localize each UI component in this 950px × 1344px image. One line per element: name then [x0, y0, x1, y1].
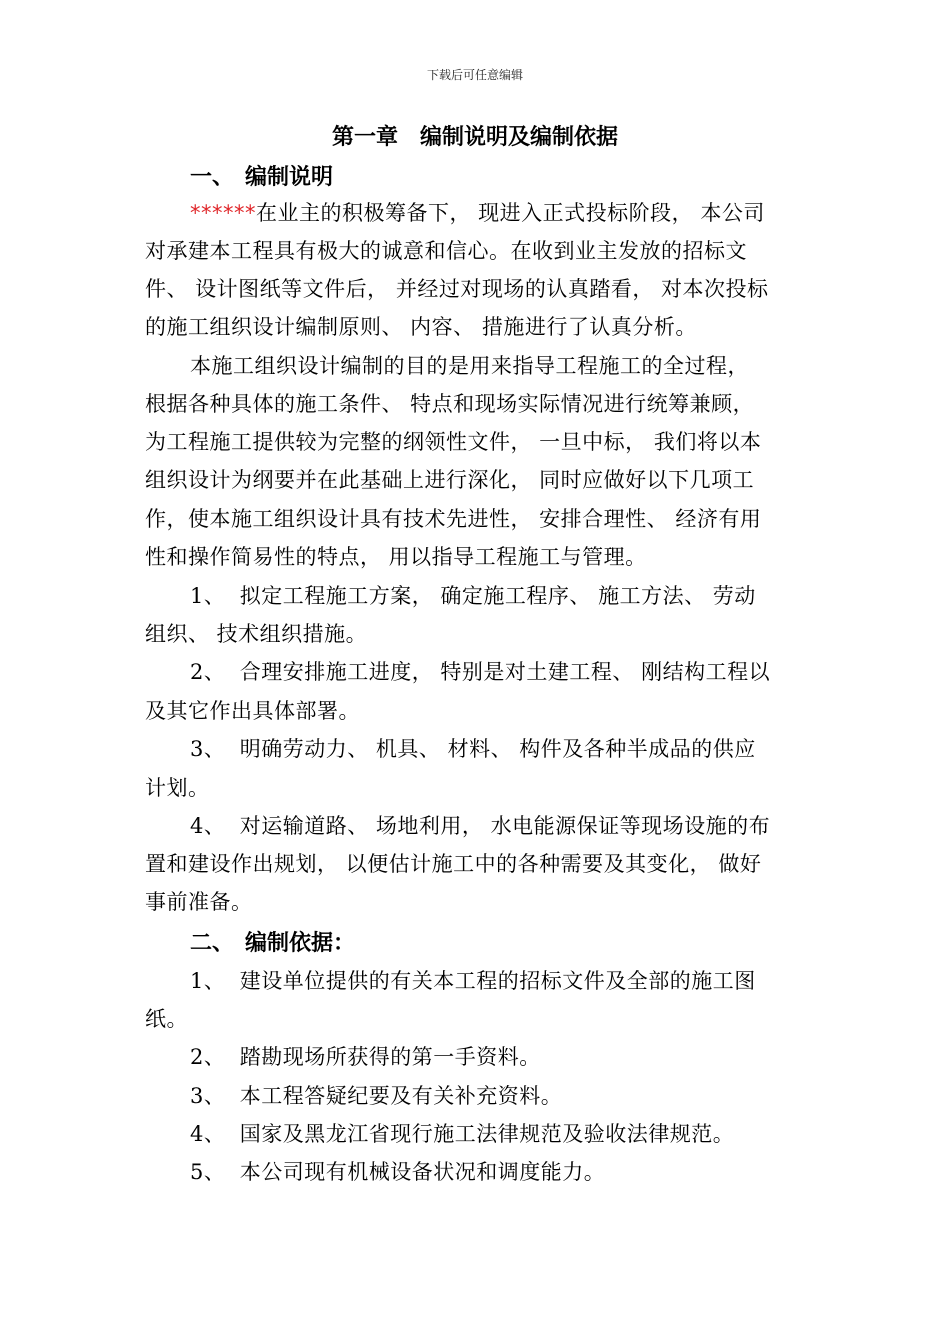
- list-item-continuation: 纸。: [145, 1007, 188, 1031]
- list-item: 4、 国家及黑龙江省现行施工法律规范及验收法律规范。: [190, 1122, 735, 1146]
- paragraph-line: 作，使本施工组织设计具有技术先进性， 安排合理性、 经济有用: [145, 507, 762, 531]
- section-heading-2: 二、 编制依据：: [190, 931, 356, 956]
- page-header: 下载后可任意编辑: [426, 68, 523, 82]
- list-item: 5、 本公司现有机械设备状况和调度能力。: [190, 1160, 606, 1184]
- list-item-continuation: 计划。: [145, 776, 210, 800]
- paragraph-line: 件、 设计图纸等文件后， 并经过对现场的认真踏看， 对本次投标: [145, 277, 769, 301]
- list-item: 3、 明确劳动力、 机具、 材料、 构件及各种半成品的供应: [190, 737, 756, 761]
- paragraph-line: 为工程施工提供较为完整的纲领性文件， 一旦中标， 我们将以本: [145, 430, 762, 454]
- list-item: 1、 拟定工程施工方案， 确定施工程序、 施工方法、 劳动: [190, 584, 756, 608]
- list-item: 2、 踏勘现场所获得的第一手资料。: [190, 1045, 541, 1069]
- list-item-continuation: 及其它作出具体部署。: [145, 699, 360, 723]
- list-item: 1、 建设单位提供的有关本工程的招标文件及全部的施工图: [190, 969, 756, 993]
- paragraph-line: 本施工组织设计编制的目的是用来指导工程施工的全过程，: [190, 354, 749, 378]
- paragraph-line: 的施工组织设计编制原则、 内容、 措施进行了认真分析。: [145, 315, 697, 339]
- company-placeholder: ******: [190, 201, 256, 225]
- section-heading-1: 一、 编制说明: [190, 165, 334, 190]
- paragraph-line: 组织设计为纲要并在此基础上进行深化， 同时应做好以下几项工: [145, 468, 755, 492]
- list-item-continuation: 置和建设作出规划， 以便估计施工中的各种需要及其变化， 做好: [145, 852, 762, 876]
- paragraph-line: 根据各种具体的施工条件、 特点和现场实际情况进行统筹兼顾，: [145, 392, 755, 416]
- paragraph-line: ******在业主的积极筹备下， 现进入正式投标阶段， 本公司: [190, 201, 765, 225]
- list-item-continuation: 组织、 技术组织措施。: [145, 622, 368, 646]
- chapter-title: 第一章 编制说明及编制依据: [331, 125, 618, 150]
- paragraph-line: 性和操作简易性的特点， 用以指导工程施工与管理。: [145, 545, 647, 569]
- list-item-continuation: 事前准备。: [145, 890, 253, 914]
- paragraph-line: 对承建本工程具有极大的诚意和信心。在收到业主发放的招标文: [145, 239, 747, 263]
- list-item: 4、 对运输道路、 场地利用， 水电能源保证等现场设施的布: [190, 814, 771, 838]
- list-item: 2、 合理安排施工进度， 特别是对土建工程、 刚结构工程以: [190, 660, 771, 684]
- list-item: 3、 本工程答疑纪要及有关补充资料。: [190, 1084, 563, 1108]
